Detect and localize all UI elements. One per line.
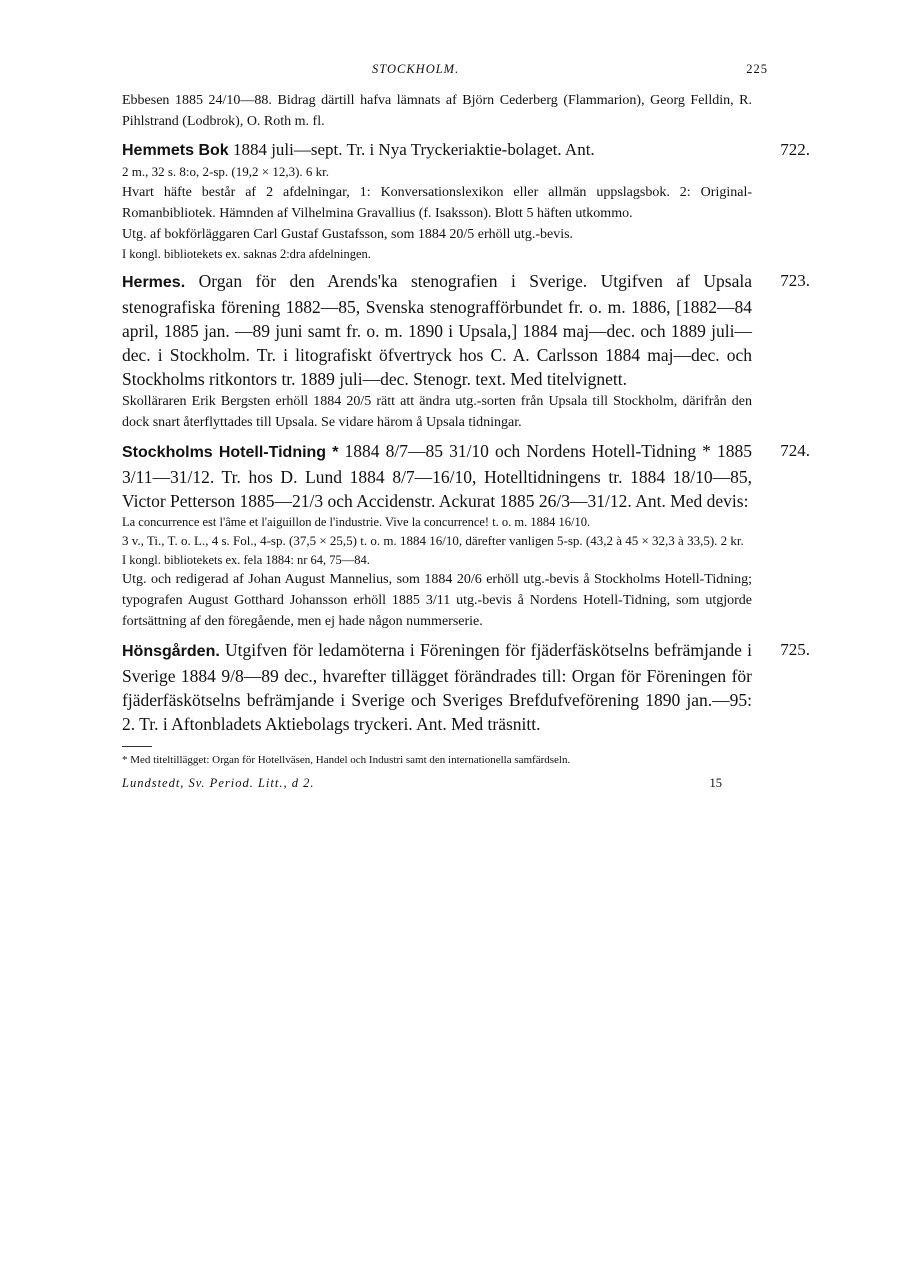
footer-signature: Lundstedt, Sv. Period. Litt., d 2. xyxy=(122,776,315,790)
entry-head xyxy=(122,269,782,391)
page-footer xyxy=(122,776,782,798)
running-head xyxy=(122,62,782,84)
intro-paragraph: Ebbesen 1885 24/10—88. Bidrag därtill hafva lämnats af Björn Cederberg (Flammarion), Georg Felldin, R. Pihlstrand (Lodbrok), O. Roth m. fl. xyxy=(122,93,752,129)
page xyxy=(122,62,810,798)
entry-number: 724. xyxy=(780,441,810,460)
entry-paragraph: Skolläraren Erik Bergsten erhöll 1884 20/5 rätt att ändra utg.-sorten från Upsala till Stockholm, därifrån den dock snart återflyttades till Upsala. Se vidare härom å Upsala tidningar. xyxy=(122,394,752,430)
page-number: 225 xyxy=(746,62,768,76)
entry-paragraph: Hvart häfte består af 2 afdelningar, 1: Konversationslexikon eller allmän uppslagsbok. 2: Original-Romanbibliotek. Hämnden af Vilhelmina Gravallius (f. Isaksson). Blott 5 häften utkommo. xyxy=(122,185,752,221)
footnote xyxy=(122,746,782,768)
entry-details: 3 v., Ti., T. o. L., 4 s. Fol., 4-sp. (37,5 × 25,5) t. o. m. 1884 16/10, därefter vanligen 5-sp. (43,2 à 45 × 32,3 à 33,5). 2 kr. xyxy=(122,533,744,548)
entry-number: 725. xyxy=(780,640,810,659)
footnote-text: * Med titeltillägget: Organ för Hotellväsen, Handel och Industri samt den internationella samfärdseln. xyxy=(122,754,571,766)
entry-title: Stockholms Hotell-Tidning * xyxy=(122,444,339,461)
entry-722 xyxy=(122,138,810,263)
entry-paragraph: Utg. af bokförläggaren Carl Gustaf Gustafsson, som 1884 20/5 erhöll utg.-bevis. xyxy=(122,227,574,242)
entry-note: I kongl. bibliotekets ex. saknas 2:dra afdelningen. xyxy=(122,247,371,261)
running-title: STOCKHOLM. xyxy=(372,62,460,76)
entry-724 xyxy=(122,439,810,632)
entry-head xyxy=(122,439,782,513)
entry-head-text: 1884 8/7—85 31/10 och Nordens Hotell-Tidning * 1885 3/11—31/12. Tr. hos D. Lund 1884 8/7—16/10, Hotelltidningens tr. 1884 18/10—85, Victor Petterson 1885—21/3 och Accidenstr. Ackurat 1885 26/3—31/12. Ant. Med devis: xyxy=(122,441,753,511)
entry-head-text: Utgifven för ledamöterna i Föreningen för fjäderfäskötselns befrämjande i Sverige 1884 9/8—89 dec., hvarefter tillägget förändrades till: Organ för Föreningen för fjäderfäskötselns befrämjande i Sverige och Sveriges Brefdufveförening 1890 jan.—95: 2. Tr. i Aftonbladets Aktiebolags tryckeri. Ant. Med träsnitt. xyxy=(122,640,752,734)
entry-title: Hönsgården. xyxy=(122,643,220,660)
entry-title: Hemmets Bok xyxy=(122,142,229,159)
entry-details: 2 m., 32 s. 8:o, 2-sp. (19,2 × 12,3). 6 kr. xyxy=(122,164,330,179)
entry-head xyxy=(122,138,782,162)
entry-head xyxy=(122,638,782,736)
entry-number: 722. xyxy=(780,140,810,159)
entry-head-text: Organ för den Arends'ka stenografien i Sverige. Utgifven af Upsala stenografiska förening 1882—85, Svenska stenografförbundet fr. o. m. 1886, [1882—84 april, 1885 jan. —89 juni samt fr. o. m. 1890 i Upsala,] 1884 maj—dec. och 1889 juli—dec. i Stockholm. Tr. i litografiskt öfvertryck hos C. A. Carlsson 1884 maj—dec. och Stockholms ritkontors tr. 1889 juli—dec. Stenogr. text. Med titelvignett. xyxy=(122,271,752,389)
entry-number: 723. xyxy=(780,271,810,290)
footnote-rule xyxy=(122,746,152,747)
footer-sheet-number: 15 xyxy=(709,776,722,790)
entry-725 xyxy=(122,638,810,736)
entry-723 xyxy=(122,269,810,433)
entry-note: I kongl. bibliotekets ex. fela 1884: nr 64, 75—84. xyxy=(122,553,370,567)
entry-motto: La concurrence est l'âme et l'aiguillon de l'industrie. Vive la concurrence! t. o. m. 1884 16/10. xyxy=(122,515,591,529)
entry-title: Hermes. xyxy=(122,274,186,291)
entry-paragraph: Utg. och redigerad af Johan August Mannelius, som 1884 20/6 erhöll utg.-bevis å Stockholms Hotell-Tidning; typografen August Gotthard Johansson erhöll 1885 3/11 utg.-bevis å Nordens Hotell-Tidning, som utgjorde fortsättning af den föregående, men ej hade någon nummerserie. xyxy=(122,572,752,629)
entry-head-text: 1884 juli—sept. Tr. i Nya Tryckeriaktie-bolaget. Ant. xyxy=(228,140,595,159)
